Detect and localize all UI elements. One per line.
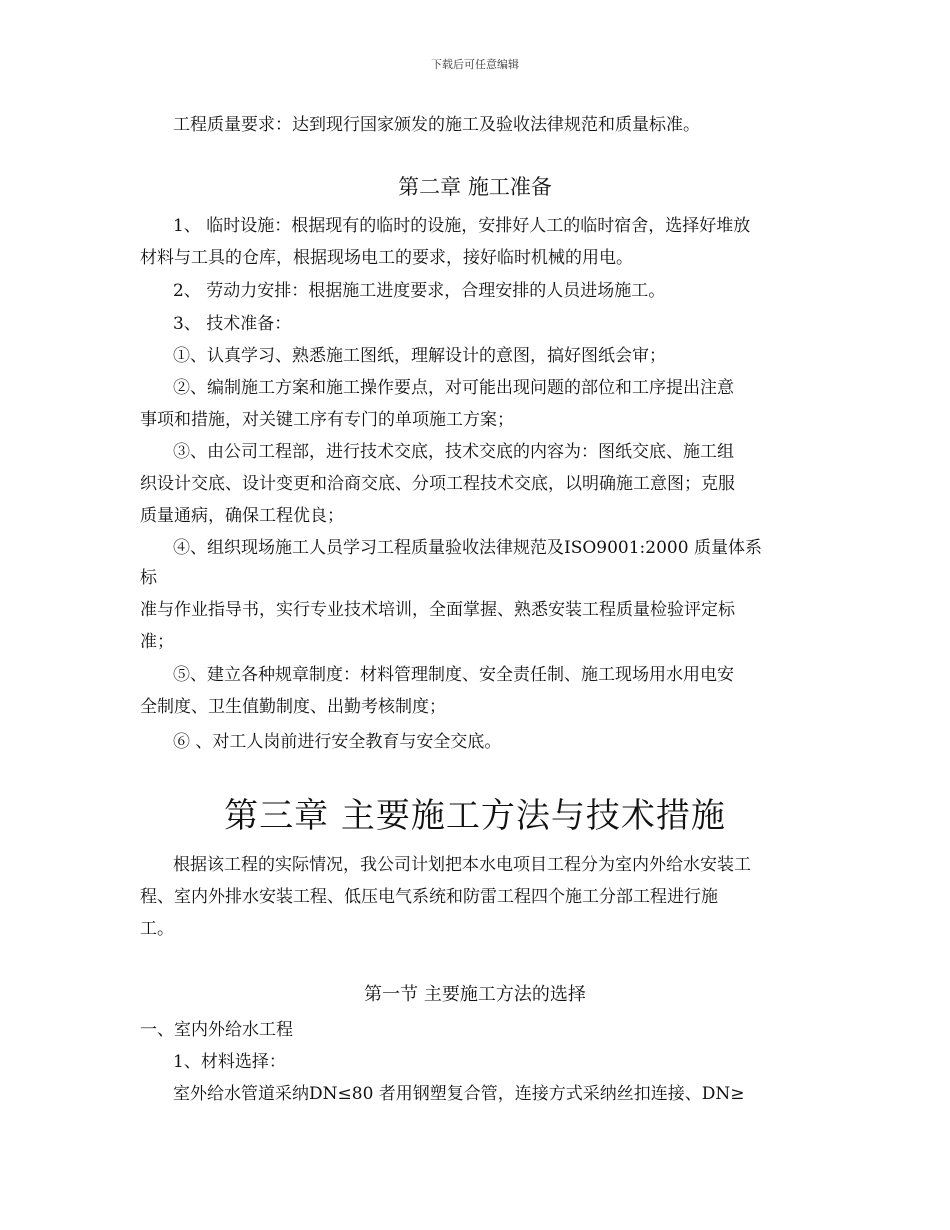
material-selection-heading: 1、材料选择： [173,1052,286,1072]
paragraph-quality-requirement: 工程质量要求：达到现行国家颁发的施工及验收法律规范和质量标准。 [173,115,700,135]
sub-item-4-line-1: ④、组织现场施工人员学习工程质量验收法律规范及ISO9001:2000 质量体系 [173,538,762,558]
page-header: 下载后可任意编辑 [431,58,519,71]
sub-item-3-line-3: 质量通病，确保工程优良； [140,506,344,526]
list-item-3: 3、 技术准备： [173,314,292,334]
sub-item-4-line-4: 准； [140,632,174,652]
section-1-heading: 第一节 主要施工方法的选择 [364,984,586,1005]
material-selection-paragraph: 室外给水管道采纳DN≤80 者用钢塑复合管，连接方式采纳丝扣连接、DN≥ [173,1084,745,1104]
sub-item-3-line-1: ③、由公司工程部，进行技术交底，技术交底的内容为：图纸交底、施工组 [173,442,734,462]
sub-item-5-line-2: 全制度、卫生值勤制度、出勤考核制度； [140,697,446,717]
sub-item-4-line-2: 标 [140,568,157,588]
chapter-3-paragraph-line-1: 根据该工程的实际情况，我公司计划把本水电项目工程分为室内外给水安装工 [173,855,751,875]
chapter-3-heading: 第三章 主要施工方法与技术措施 [224,796,726,836]
sub-item-5-line-1: ⑤、建立各种规章制度：材料管理制度、安全责任制、施工现场用水用电安 [173,665,734,685]
chapter-3-paragraph-line-3: 工。 [140,919,174,939]
list-item-2: 2、 劳动力安排：根据施工进度要求，合理安排的人员进场施工。 [173,281,666,301]
sub-item-4-line-3: 准与作业指导书，实行专业技术培训，全面掌握、熟悉安装工程质量检验评定标 [140,600,735,620]
list-item-1-line-2: 材料与工具的仓库，根据现场电工的要求，接好临时机械的用电。 [140,248,633,268]
sub-item-3-line-2: 织设计交底、设计变更和洽商交底、分项工程技术交底，以明确施工意图；克服 [140,474,735,494]
sub-item-6: ⑥ 、对工人岗前进行安全教育与安全交底。 [173,732,502,752]
subsection-heading: 一、室内外给水工程 [140,1020,293,1040]
chapter-2-heading: 第二章 施工准备 [398,175,552,199]
sub-item-2-line-2: 事项和措施，对关键工序有专门的单项施工方案； [140,410,514,430]
chapter-3-paragraph-line-2: 程、室内外排水安装工程、低压电气系统和防雷工程四个施工分部工程进行施 [140,887,718,907]
sub-item-2-line-1: ②、编制施工方案和施工操作要点，对可能出现问题的部位和工序提出注意 [173,378,734,398]
list-item-1-line-1: 1、 临时设施：根据现有的临时的设施，安排好人工的临时宿舍，选择好堆放 [173,216,751,236]
sub-item-1: ①、认真学习、熟悉施工图纸，理解设计的意图，搞好图纸会审； [173,346,666,366]
